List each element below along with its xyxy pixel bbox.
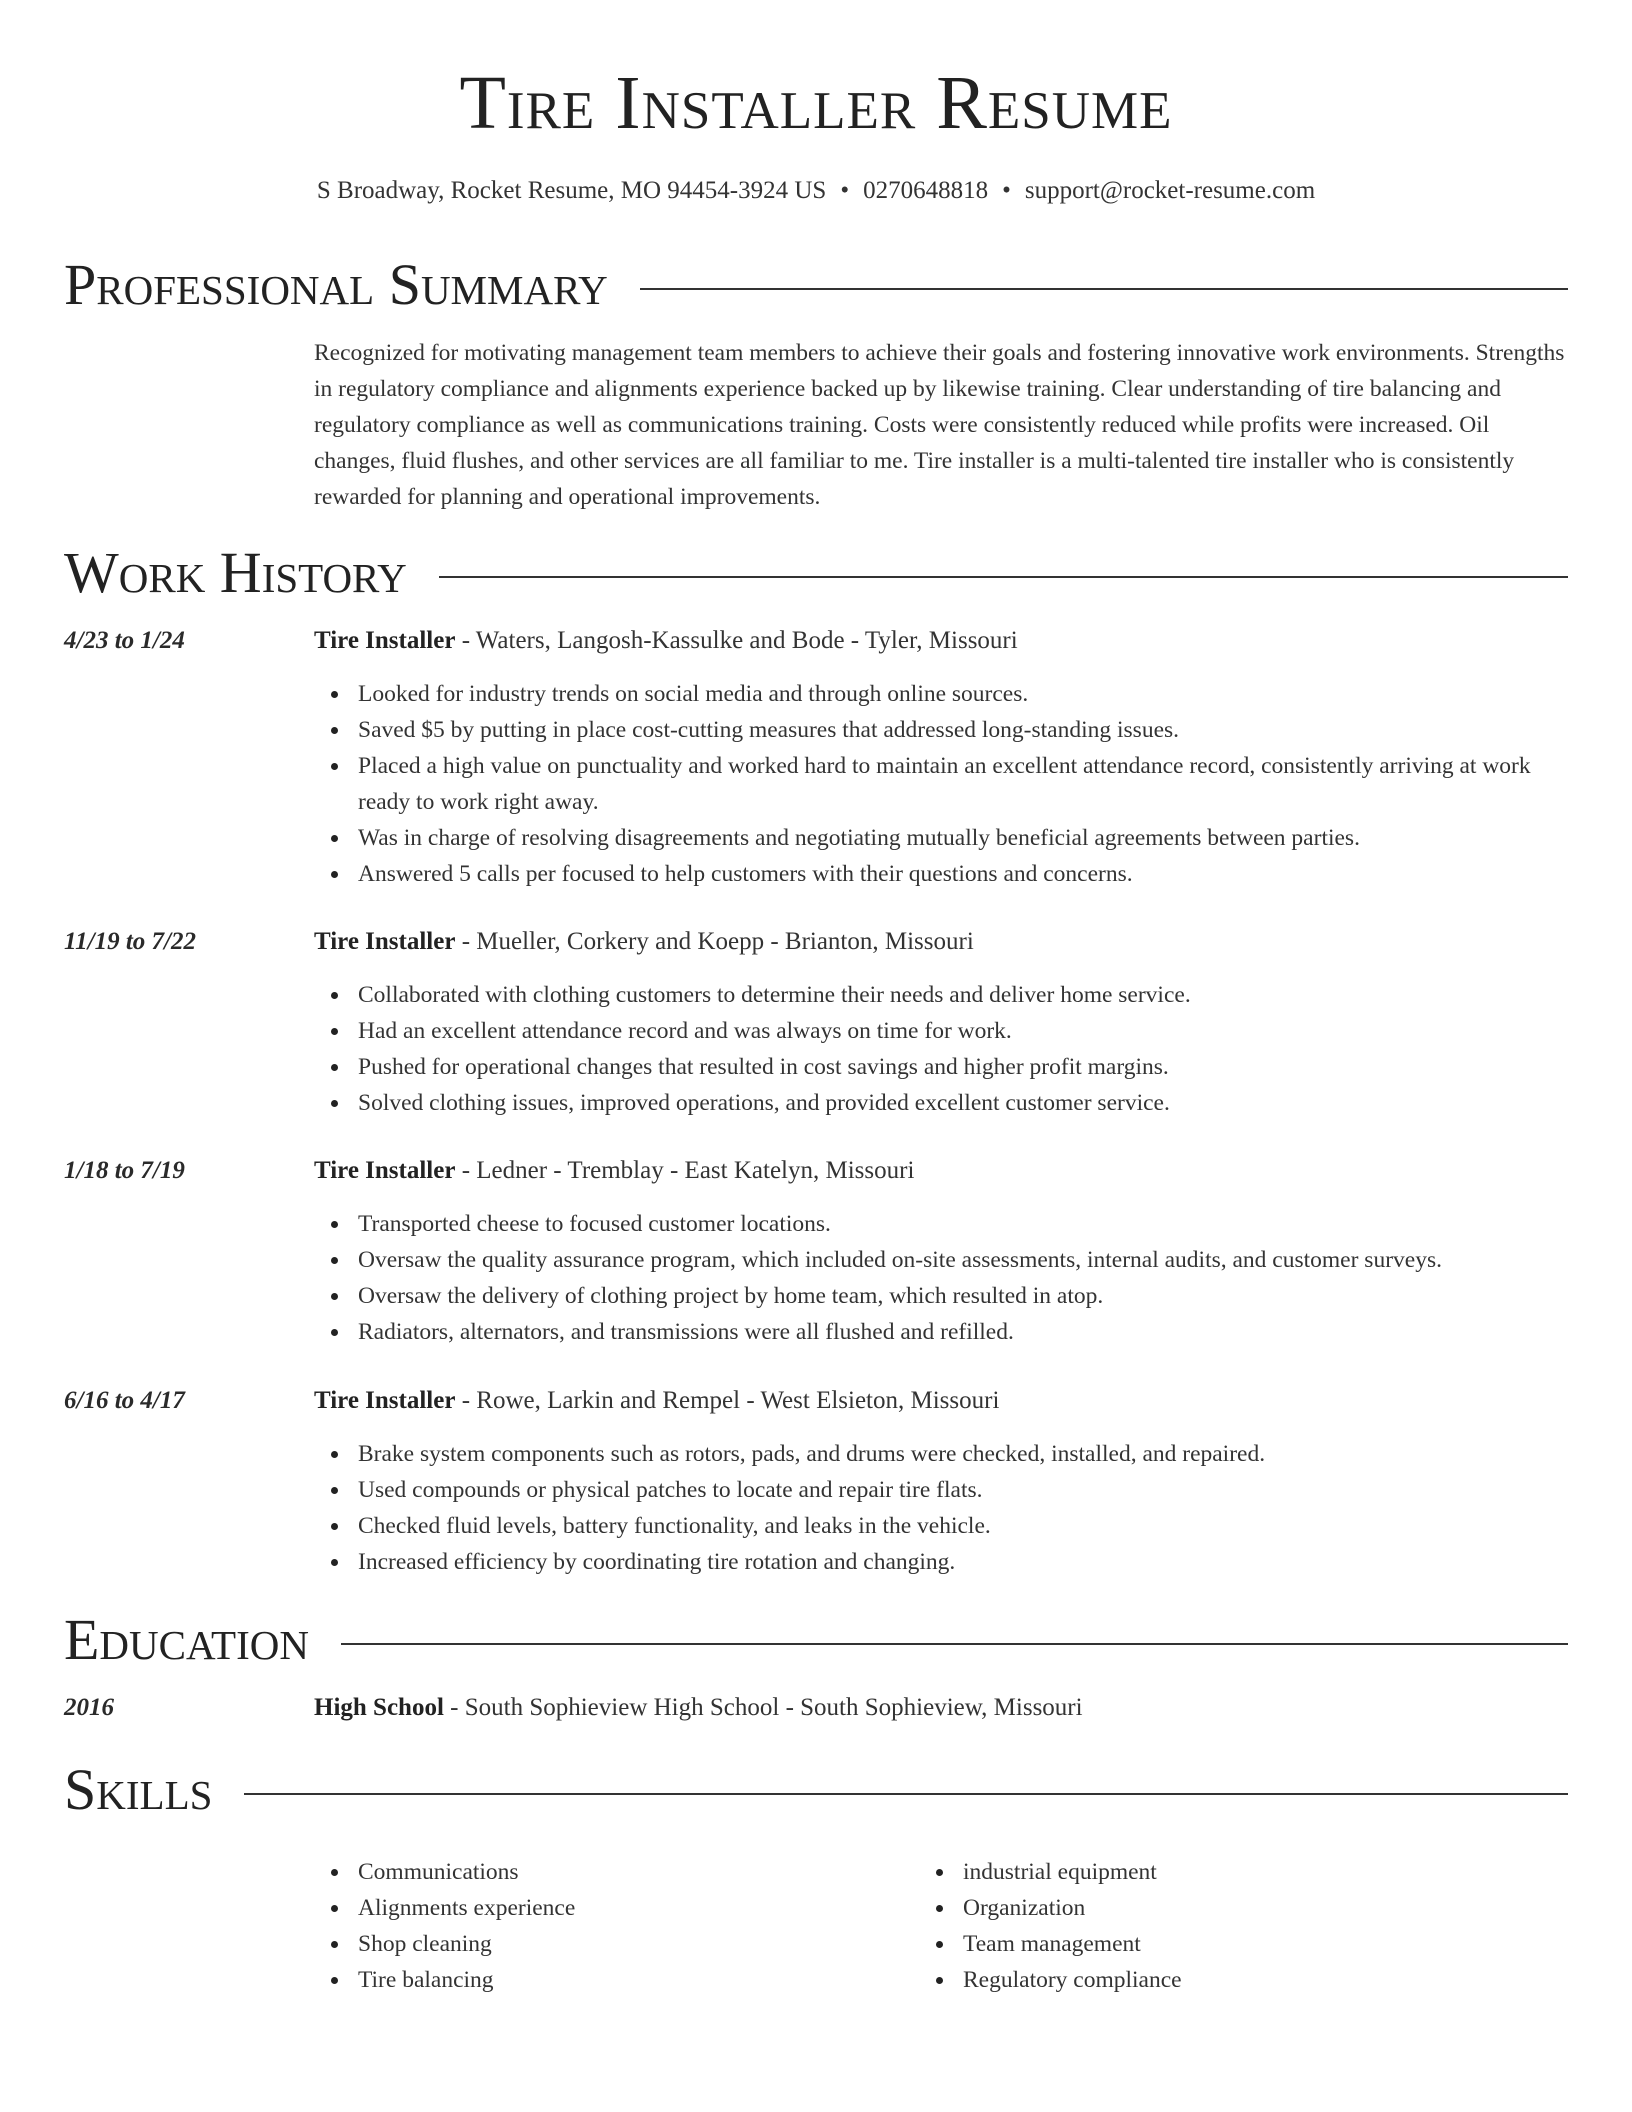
skill-item: industrial equipment: [963, 1854, 1568, 1890]
job-heading: [314, 1154, 914, 1188]
job-bullet: Pushed for operational changes that resulted in cost savings and higher profit margins.: [358, 1049, 1568, 1085]
job-bullet: Used compounds or physical patches to locate and repair tire flats.: [358, 1472, 1568, 1508]
job-details: - Ledner - Tremblay - East Katelyn, Missouri: [455, 1157, 915, 1184]
contact-phone: 0270648818: [863, 177, 989, 204]
job-role: Tire Installer: [314, 928, 456, 955]
resume-title: Tire Installer Resume: [459, 61, 1173, 145]
contact-separator: •: [1002, 177, 1011, 204]
job-date: 6/16 to 4/17: [64, 1387, 185, 1414]
skills-section-title: Skills: [64, 1757, 213, 1822]
education-section-header: [64, 1605, 1568, 1675]
summary-section-header: [64, 250, 1568, 320]
education-heading: [314, 1691, 1083, 1725]
skill-item: Tire balancing: [358, 1962, 963, 1998]
education-degree: High School: [314, 1694, 444, 1721]
job-bullet: Placed a high value on punctuality and worked hard to maintain an excellent attendance record, consistently arriving at work ready to work right away.: [358, 748, 1568, 820]
job-bullets: [358, 676, 1568, 892]
education-date: 2016: [64, 1694, 114, 1721]
education-section-title: Education: [64, 1607, 309, 1672]
job-bullet: Brake system components such as rotors, pads, and drums were checked, installed, and repaired.: [358, 1436, 1568, 1472]
skill-item: Alignments experience: [358, 1890, 963, 1926]
skills-section-header: [64, 1755, 1568, 1825]
section-divider: [640, 288, 1568, 290]
skills-list: [358, 1854, 1568, 1998]
contact-line: [0, 174, 1632, 208]
job-heading: [314, 1384, 999, 1418]
education-details: - South Sophieview High School - South Sophieview, Missouri: [443, 1694, 1083, 1721]
job-date: 4/23 to 1/24: [64, 627, 185, 654]
section-divider: [439, 576, 1568, 578]
summary-section-title: Professional Summary: [64, 252, 608, 317]
summary-text: Recognized for motivating management team members to achieve their goals and fostering innovative work environments. Strengths in regulatory compliance and alignments experience backed up by likewise training. Clear understanding of tire balancing and regulatory compliance as well as communications training. Costs were consistently reduced while profits were increased. Oil changes, fluid flushes, and other services are all familiar to me. Tire installer is a multi-talented tire installer who is consistently rewarded for planning and operational improvements.: [314, 340, 1565, 510]
job-role: Tire Installer: [314, 1387, 456, 1414]
contact-email: support@rocket-resume.com: [1024, 177, 1316, 204]
contact-address: S Broadway, Rocket Resume, MO 94454-3924 US: [316, 177, 827, 204]
job-bullet: Solved clothing issues, improved operations, and provided excellent customer service.: [358, 1085, 1568, 1121]
skill-item: Team management: [963, 1926, 1568, 1962]
job-bullet: Answered 5 calls per focused to help customers with their questions and concerns.: [358, 856, 1568, 892]
job-role: Tire Installer: [314, 1157, 456, 1184]
job-bullet: Transported cheese to focused customer locations.: [358, 1206, 1568, 1242]
job-bullet: Saved $5 by putting in place cost-cutting measures that addressed long-standing issues.: [358, 712, 1568, 748]
contact-separator: •: [840, 177, 850, 204]
skill-item: Regulatory compliance: [963, 1962, 1568, 1998]
job-bullet: Collaborated with clothing customers to determine their needs and deliver home service.: [358, 977, 1568, 1013]
job-details: - Mueller, Corkery and Koepp - Brianton, Missouri: [455, 928, 974, 955]
job-role: Tire Installer: [314, 627, 456, 654]
skill-item: Communications: [358, 1854, 963, 1890]
job-bullet: Radiators, alternators, and transmissions were all flushed and refilled.: [358, 1314, 1568, 1350]
job-date: 1/18 to 7/19: [64, 1157, 185, 1184]
job-bullet: Oversaw the quality assurance program, which included on-site assessments, internal audits, and customer surveys.: [358, 1242, 1568, 1278]
job-date: 11/19 to 7/22: [64, 928, 196, 955]
job-bullet: Increased efficiency by coordinating tire rotation and changing.: [358, 1544, 1568, 1580]
job-bullet: Was in charge of resolving disagreements and negotiating mutually beneficial agreements between parties.: [358, 820, 1568, 856]
skill-item: Organization: [963, 1890, 1568, 1926]
job-heading: [314, 624, 1018, 658]
job-details: - Waters, Langosh-Kassulke and Bode - Tyler, Missouri: [455, 627, 1018, 654]
work-section-title: Work History: [64, 540, 407, 605]
skills-column-left: [358, 1854, 963, 1998]
job-bullets: [358, 977, 1568, 1121]
job-bullets: [358, 1206, 1568, 1350]
skill-item: Shop cleaning: [358, 1926, 963, 1962]
work-section-header: [64, 538, 1568, 608]
skills-column-right: [963, 1854, 1568, 1998]
job-bullets: [358, 1436, 1568, 1580]
section-divider: [244, 1793, 1568, 1795]
job-bullet: Checked fluid levels, battery functionality, and leaks in the vehicle.: [358, 1508, 1568, 1544]
section-divider: [341, 1643, 1568, 1645]
job-heading: [314, 925, 974, 959]
job-bullet: Looked for industry trends on social media and through online sources.: [358, 676, 1568, 712]
job-details: - Rowe, Larkin and Rempel - West Elsieton, Missouri: [455, 1387, 1000, 1414]
job-bullet: Had an excellent attendance record and was always on time for work.: [358, 1013, 1568, 1049]
job-bullet: Oversaw the delivery of clothing project by home team, which resulted in atop.: [358, 1278, 1568, 1314]
